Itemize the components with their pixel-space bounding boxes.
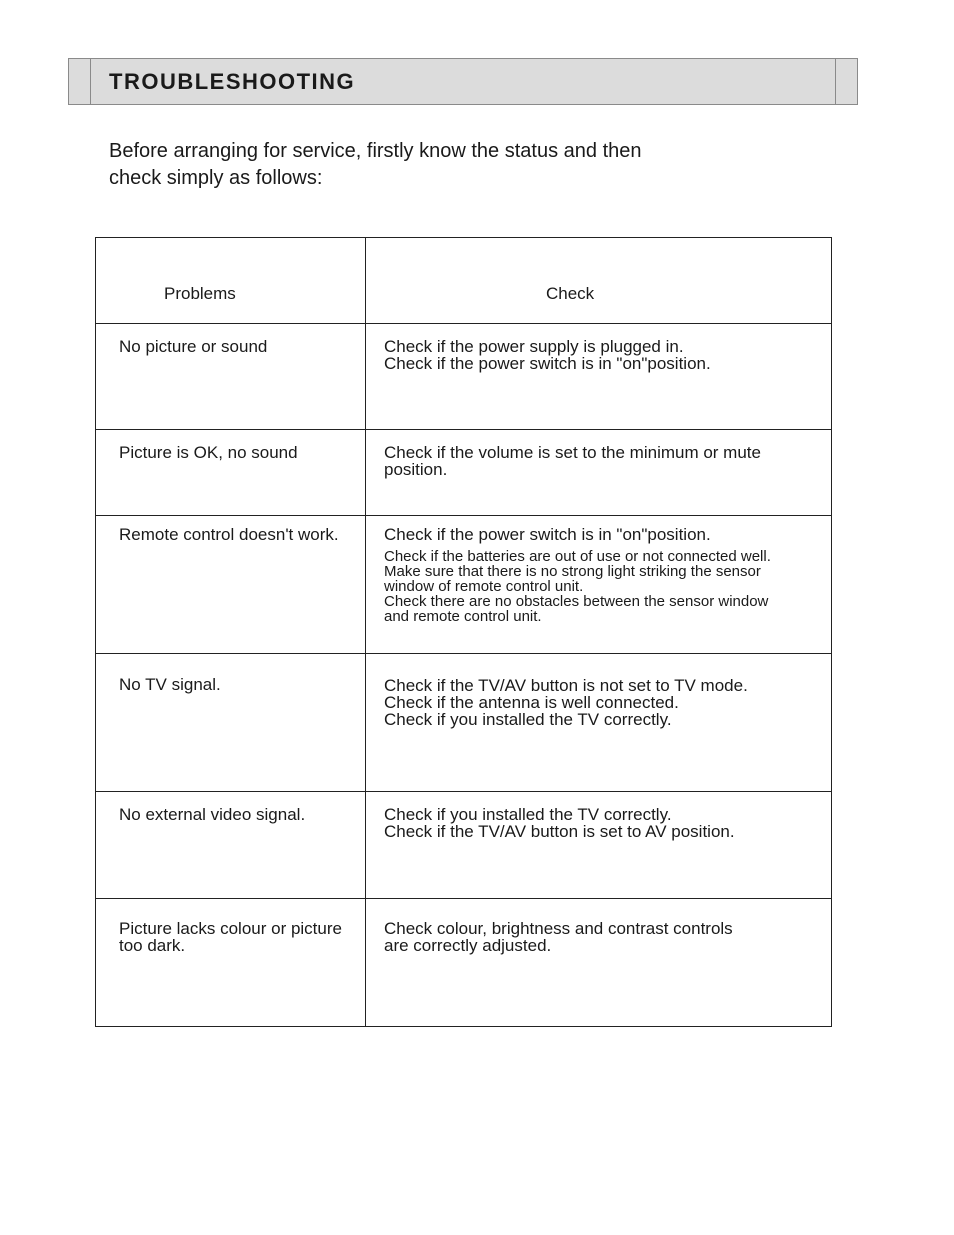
check-cell (366, 324, 832, 430)
check-line: Make sure that there is no strong light striking the sensor (384, 563, 761, 580)
check-cell (366, 430, 832, 516)
problem-text: No picture or sound (119, 337, 268, 356)
problem-cell (96, 430, 366, 516)
check-line: Check if you installed the TV correctly. (384, 805, 672, 824)
problem-cell (96, 324, 366, 430)
table-row (96, 792, 832, 899)
check-line: are correctly adjusted. (384, 936, 552, 955)
check-line: position. (384, 460, 448, 479)
check-line: Check if the TV/AV button is set to AV position. (384, 822, 735, 841)
check-cell (366, 899, 832, 1027)
check-line: window of remote control unit. (384, 578, 584, 595)
intro-line: Before arranging for service, firstly know the status and then (109, 140, 642, 162)
problem-text: No TV signal. (119, 675, 221, 694)
check-cell (366, 516, 832, 654)
section-header-bar (68, 58, 858, 105)
problem-cell (96, 792, 366, 899)
problem-text: Picture lacks colour or picture too dark. (119, 919, 342, 955)
table-header-row (96, 238, 832, 324)
check-line: Check if the volume is set to the minimum or mute (384, 443, 761, 462)
check-line: Check colour, brightness and contrast controls (384, 919, 733, 938)
problem-text: No external video signal. (119, 805, 306, 824)
column-header-check: Check (546, 284, 595, 303)
header-cell-check (366, 238, 832, 324)
check-line: Check if the power switch is in "on"position. (384, 525, 711, 544)
problem-cell (96, 654, 366, 792)
check-line: Check if the TV/AV button is not set to TV mode. (384, 676, 748, 695)
problem-cell (96, 516, 366, 654)
problem-text: Picture is OK, no sound (119, 443, 298, 462)
check-line: Check if the batteries are out of use or not connected well. (384, 548, 771, 565)
table-row (96, 430, 832, 516)
intro-line: check simply as follows: (109, 167, 323, 189)
problem-text: Remote control doesn't work. (119, 525, 339, 544)
check-line: Check if the power switch is in "on"position. (384, 354, 711, 373)
check-cell (366, 792, 832, 899)
intro-paragraph (109, 138, 749, 192)
page-title: TROUBLESHOOTING (109, 69, 356, 94)
check-line: Check there are no obstacles between the sensor window (384, 593, 769, 610)
table-row (96, 516, 832, 654)
troubleshooting-table (95, 237, 832, 1027)
table-row (96, 899, 832, 1027)
header-cell-problems (96, 238, 366, 324)
column-header-problems: Problems (164, 284, 236, 303)
header-cap-left (69, 59, 91, 104)
table-row (96, 654, 832, 792)
check-line: Check if the power supply is plugged in. (384, 337, 684, 356)
check-line: and remote control unit. (384, 608, 542, 625)
table-row (96, 324, 832, 430)
header-cap-right (835, 59, 857, 104)
check-cell (366, 654, 832, 792)
check-line: Check if the antenna is well connected. (384, 693, 679, 712)
check-line: Check if you installed the TV correctly. (384, 710, 672, 729)
problem-cell (96, 899, 366, 1027)
